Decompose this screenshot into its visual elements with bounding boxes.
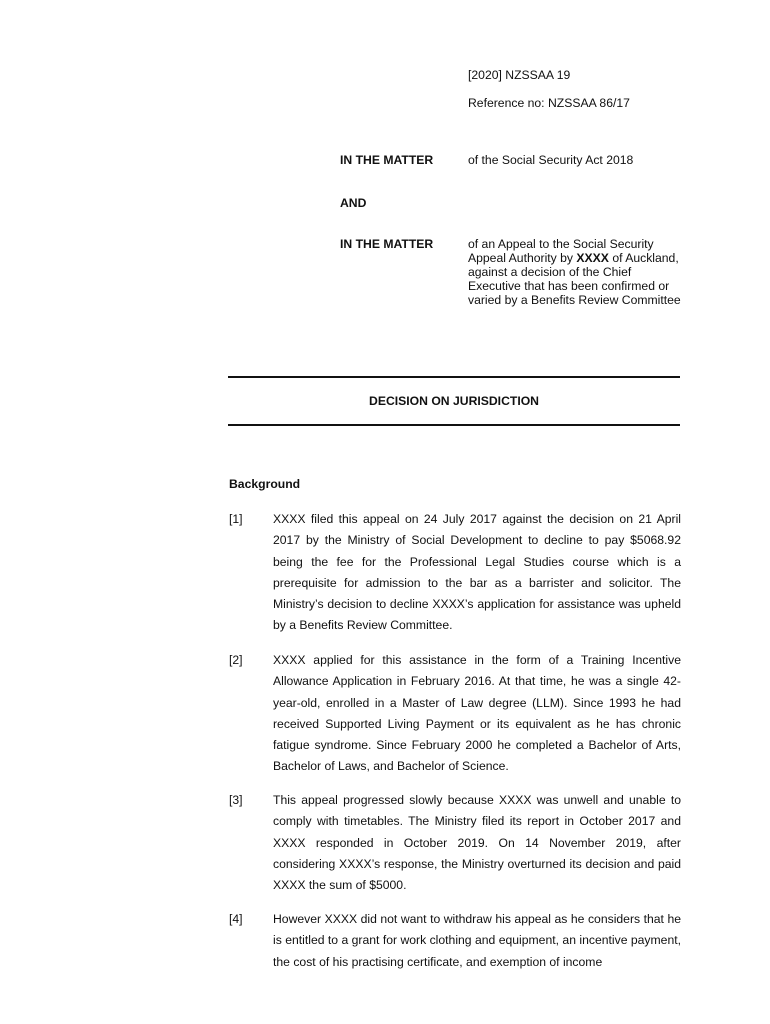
paragraph-2 [229, 650, 681, 778]
paragraph-4 [229, 909, 681, 973]
paragraph-number: [4] [229, 912, 243, 926]
title-rule-top [228, 376, 680, 378]
paragraph-3 [229, 790, 681, 896]
paragraph-text: This appeal progressed slowly because XXXX was unwell and unable to comply with timetables. The Ministry filed its report in October 2017 and XXXX responded in October 2019. On 14 November 2019, after considering XXXX’s response, the Ministry overturned its decision and paid XXXX the sum of $5000. [273, 793, 681, 893]
matter-text-2 [468, 237, 683, 307]
matter-text-2-end: of Auckland, against a decision of the Chief Executive that has been confirmed or varied by a Benefits Review Committee [468, 251, 681, 307]
and-label: AND [340, 196, 367, 210]
paragraph-1 [229, 509, 681, 637]
decision-title: DECISION ON JURISDICTION [369, 394, 539, 408]
paragraph-text: XXXX filed this appeal on 24 July 2017 against the decision on 21 April 2017 by the Ministry of Social Development to decline to pay $5068.92 being the fee for the Professional Legal Studies course which is a prerequisite for admission to the bar as a barrister and solicitor. The Ministry’s decision to decline XXXX’s application for assistance was upheld by a Benefits Review Committee. [273, 512, 681, 633]
title-rule-bottom [228, 424, 680, 426]
matter-text-1: of the Social Security Act 2018 [468, 153, 634, 167]
paragraph-number: [2] [229, 653, 243, 667]
paragraph-number: [1] [229, 512, 243, 526]
reference-number: Reference no: NZSSAA 86/17 [468, 96, 630, 110]
matter-label-2: IN THE MATTER [340, 237, 434, 251]
matter-label-1: IN THE MATTER [340, 153, 434, 167]
section-heading-background: Background [229, 477, 301, 491]
paragraph-number: [3] [229, 793, 243, 807]
paragraph-text: XXXX applied for this assistance in the form of a Training Incentive Allowance Application in February 2016. At that time, he was a single 42-year-old, enrolled in a Master of Law degree (LLM). Since 1993 he had received Supported Living Payment or its equivalent as he has chronic fatigue syndrome. Since February 2000 he completed a Bachelor of Arts, Bachelor of Laws, and Bachelor of Science. [273, 653, 681, 774]
paragraph-text: However XXXX did not want to withdraw his appeal as he considers that he is entitled to a grant for work clothing and equipment, an incentive payment, the cost of his practising certificate, and exemption of income [273, 912, 681, 969]
matter-text-2-start: of an Appeal to the Social Security Appeal Authority by [468, 237, 654, 265]
appellant-name: XXXX [576, 251, 609, 265]
neutral-citation: [2020] NZSSAA 19 [468, 68, 571, 82]
